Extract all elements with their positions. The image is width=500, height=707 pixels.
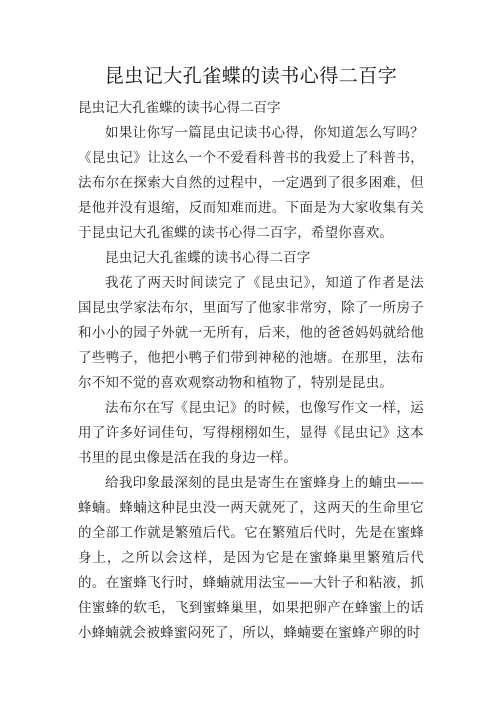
document-subtitle: 昆虫记大孔雀蝶的读书心得二百字 (78, 100, 281, 116)
paragraph-intro: 如果让你写一篇昆虫记读书心得，你知道怎么写吗？《昆虫记》让这么一个不爱看科普书的我爱上了科普书，法布尔在探索大自然的过程中，一定遇到了很多困难，但是他并没有退缩，反而知难而进。下面是为大家收集有关于昆虫记大孔雀蝶的读书心得二百字，希望你喜欢。 (78, 125, 424, 241)
paragraph-body-1: 我花了两天时间读完了《昆虫记》，知道了作者是法国昆虫学家法布尔，里面写了他家非常穷，除了一所房子和小小的园子外就一无所有，后来，他的爸爸妈妈就给他了些鸭子，他把小鸭子们带到神秘的池塘。在那里，法布尔不知不觉的喜欢观察动物和植物了，特别是昆虫。 (78, 275, 424, 391)
paragraph-body-2: 法布尔在写《昆虫记》的时候，也像写作文一样，运用了许多好词佳句，写得栩栩如生，显得《昆虫记》这本书里的昆虫像是活在我的身边一样。 (78, 400, 424, 466)
document-title: 昆虫记大孔雀蝶的读书心得二百字 (104, 65, 398, 87)
section-heading: 昆虫记大孔雀蝶的读书心得二百字 (105, 250, 311, 266)
paragraph-body-3: 给我印象最深刻的昆虫是寄生在蜜蜂身上的蝻虫——蜂蝻。蜂蝻这种昆虫没一两天就死了，这两天的生命里它的全部工作就是繁殖后代。它在繁殖后代时，先是在蜜蜂身上，之所以会这样，是因为它是在蜜蜂巢里繁殖后代的。在蜜蜂飞行时，蜂蝻就用法宝——大针子和粘液，抓住蜜蜂的软毛，飞到蜜蜂巢里，如果把卵产在蜂蜜上的话小蜂蝻就会被蜂蜜闷死了，所以，蜂蝻要在蜜蜂产卵的时 (78, 475, 424, 641)
